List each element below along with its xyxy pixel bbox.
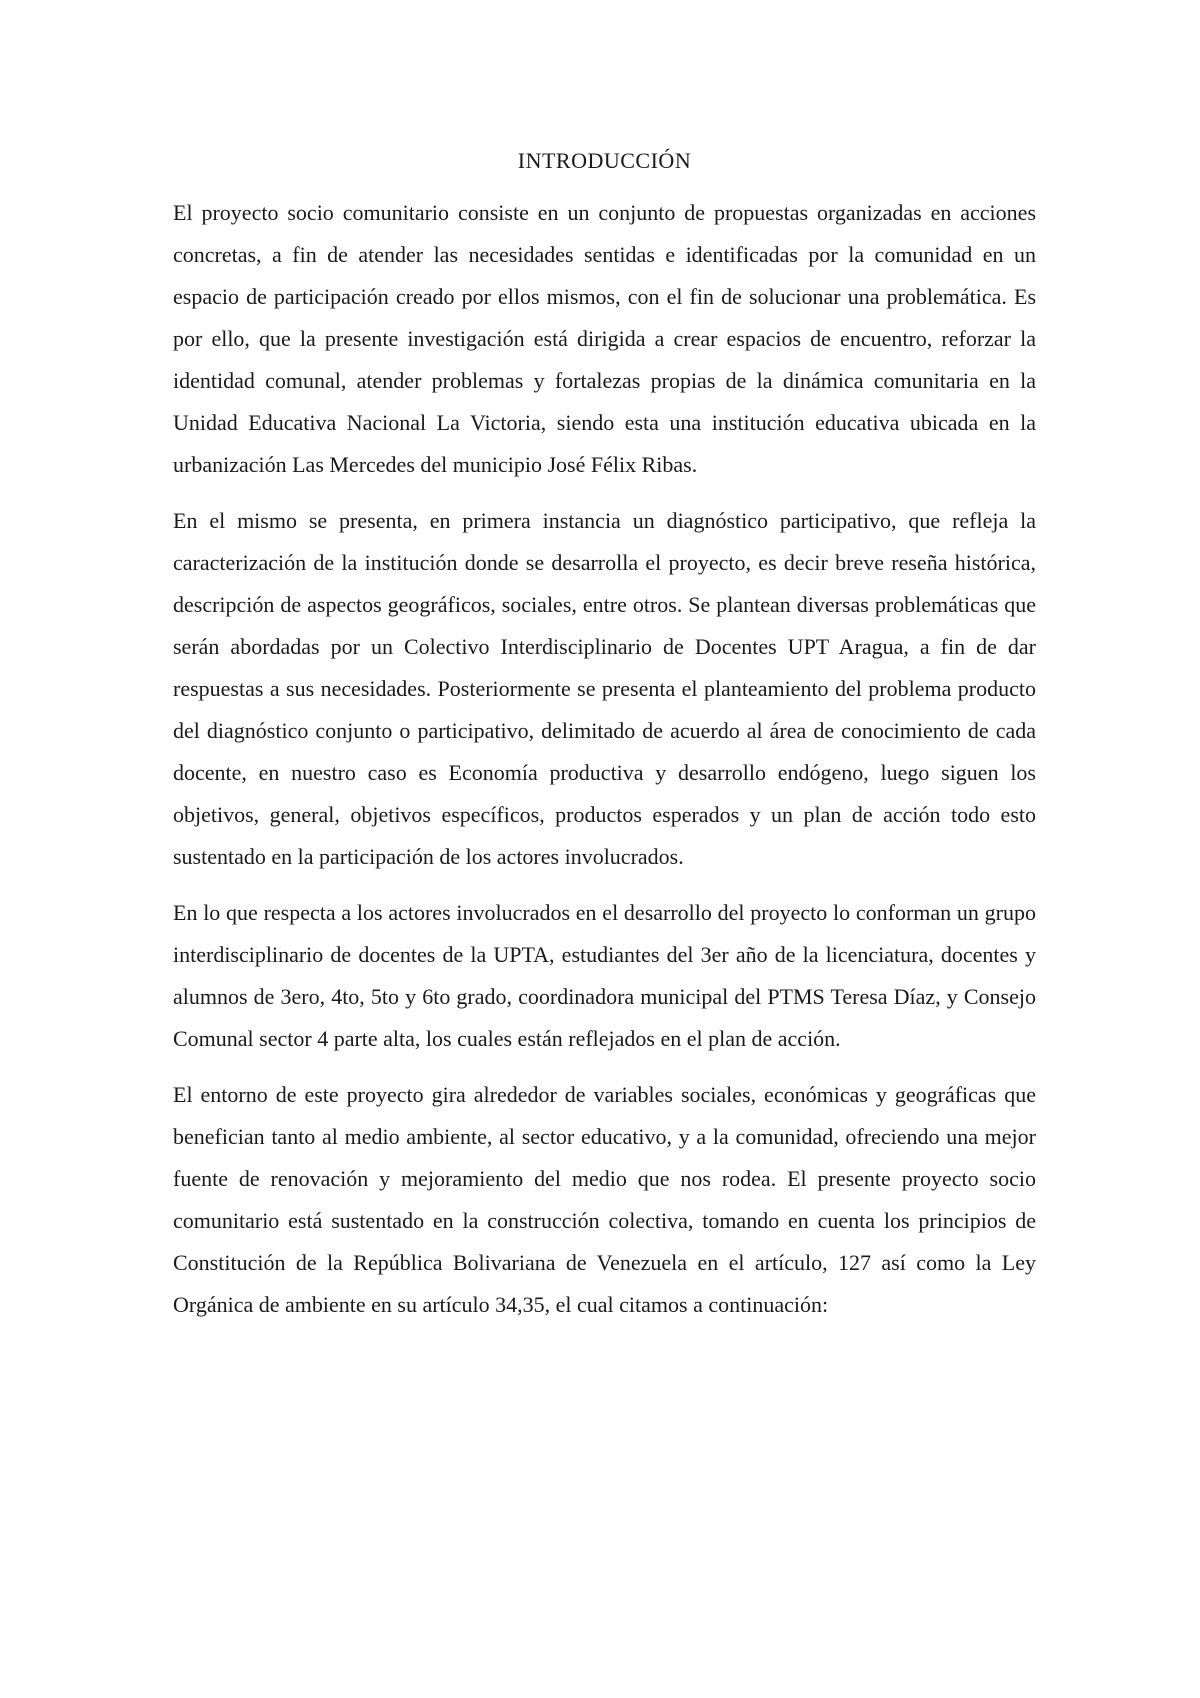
- paragraph-1: El proyecto socio comunitario consiste en un conjunto de propuestas organizadas en acciones concretas, a fin de atender las necesidades sentidas e identificadas por la comunidad en un espacio de participación creado por ellos mismos, con el fin de solucionar una problemática. Es por ello, que la presente investigación está dirigida a crear espacios de encuentro, reforzar la identidad comunal, atender problemas y fortalezas propias de la dinámica comunitaria en la Unidad Educativa Nacional La Victoria, siendo esta una institución educativa ubicada en la urbanización Las Mercedes del municipio José Félix Ribas.: [173, 200, 1036, 477]
- paragraph-4: El entorno de este proyecto gira alrededor de variables sociales, económicas y geográficas que benefician tanto al medio ambiente, al sector educativo, y a la comunidad, ofreciendo una mejor fuente de renovación y mejoramiento del medio que nos rodea. El presente proyecto socio comunitario está sustentado en la construcción colectiva, tomando en cuenta los principios de Constitución de la República Bolivariana de Venezuela en el artículo, 127 así como la Ley Orgánica de ambiente en su artículo 34,35, el cual citamos a continuación:: [173, 1082, 1036, 1317]
- paragraph-3: En lo que respecta a los actores involucrados en el desarrollo del proyecto lo conforman un grupo interdisciplinario de docentes de la UPTA, estudiantes del 3er año de la licenciatura, docentes y alumnos de 3ero, 4to, 5to y 6to grado, coordinadora municipal del PTMS Teresa Díaz, y Consejo Comunal sector 4 parte alta, los cuales están reflejados en el plan de acción.: [173, 900, 1036, 1051]
- document-title: INTRODUCCIÓN: [517, 148, 692, 173]
- document-body: [173, 140, 1036, 1340]
- paragraph-2: En el mismo se presenta, en primera instancia un diagnóstico participativo, que refleja la caracterización de la institución donde se desarrolla el proyecto, es decir breve reseña histórica, descripción de aspectos geográficos, sociales, entre otros. Se plantean diversas problemáticas que serán abordadas por un Colectivo Interdisciplinario de Docentes UPT Aragua, a fin de dar respuestas a sus necesidades. Posteriormente se presenta el planteamiento del problema producto del diagnóstico conjunto o participativo, delimitado de acuerdo al área de conocimiento de cada docente, en nuestro caso es Economía productiva y desarrollo endógeno, luego siguen los objetivos, general, objetivos específicos, productos esperados y un plan de acción todo esto sustentado en la participación de los actores involucrados.: [173, 508, 1036, 869]
